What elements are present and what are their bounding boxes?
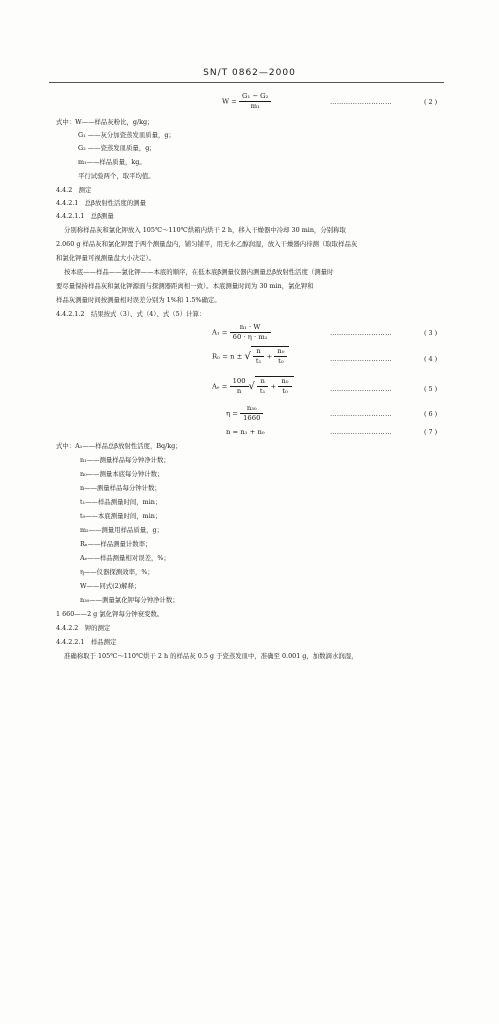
header-rule [49,82,444,83]
section-4-4-2: 4.4.2 测定 [56,186,92,194]
eq4-number: ( 4 ) [424,355,438,363]
eq4-term-bt: t₀ [278,357,284,365]
eq4-leader-dots: ……………………… [330,355,393,363]
eq4-radicand: $\frac{n}{\text{t₁}}$ + $\frac{\text{n₀}}{\text{t₀}}$ [251,346,290,366]
defs3-item: n₁——测量样品每分钟净计数； [80,456,170,464]
eq7-leader-dots: ……………………… [330,428,393,436]
section-4-4-2-1: 4.4.2.1 总β放射性活度的测量 [56,199,146,207]
para1-line: 分别称样品灰和氯化钾放入 105℃～110℃烘箱内烘干 2 h，移入干燥器中冷却 30 min，分别称取 [64,226,346,234]
defs3-item: t₁——样品测量时间，min； [80,498,162,506]
defs2-intro: 式中：W——样品灰粉比，g/kg； [56,118,154,126]
sqrt-symbol: √ [244,351,251,362]
defs3-item: W——同式(2)解释； [80,582,141,590]
page-header: SN/T 0862—2000 [203,68,296,78]
defs3-item: m₂——测量用样品质量，g； [80,526,164,534]
eq5-lead-num: 100 [230,377,249,387]
para2-line: 样品灰测量时间按测量相对误差分别为 1%和 1.5%确定。 [56,296,221,304]
equation-2 [222,92,271,111]
defs3-item: 1 660——2 g 氯化钾每分钟衰变数。 [56,610,164,618]
defs2-item: G₂ ——瓷蒸发皿质量，g； [78,144,156,152]
eq3-number: ( 3 ) [424,329,438,337]
eq6-number: ( 6 ) [424,410,438,418]
eq5-number: ( 5 ) [424,385,438,393]
defs3-item: Aₑ——样品测量相对误差，%； [80,554,170,562]
equation-4 [212,346,289,366]
defs3-item: n——测量样品每分钟计数； [80,484,161,492]
eq2-denominator: m₁ [250,102,260,110]
eq2-leader-dots: ……………………… [330,98,393,106]
section-4-4-2-2: 4.4.2.2 钾的测定 [56,624,111,632]
defs2-item: m₁——样品质量，kg。 [78,158,146,166]
eq5-term-at: t₁ [259,387,266,395]
eq5-lhs: Aₑ = [212,382,230,391]
equation-5 [212,376,294,396]
equation-6 [226,404,263,423]
defs2-item: G₁ ——灰分加瓷蒸发皿质量，g； [78,131,175,139]
section-4-4-2-1-1: 4.4.2.1.1 总β测量 [56,212,114,220]
eq6-denominator: 1660 [243,414,261,422]
eq3-lhs: A₁ = [212,328,230,337]
eq5-lead-den: n [236,387,242,395]
para1-line: 和氯化钾量可视测量盘大小决定）。 [56,254,156,262]
eq2-number: ( 2 ) [424,98,438,106]
eq5-term-a: n [257,377,268,387]
eq5-leader-dots: ……………………… [330,385,393,393]
defs3-item: η——仪器探测效率，%； [80,568,154,576]
eq6-lhs: η = [226,409,241,418]
eq5-term-bt: t₀ [282,387,288,395]
eq4-lhs: Rₙ = n ± [212,352,245,361]
eq3-fraction [230,323,271,342]
eq6-leader-dots: ……………………… [330,410,393,418]
para2-line: 按本底——样品——氯化钾——本底的顺序，在低本底β测量仪器内测量总β放射性活度（测量时 [64,268,334,276]
eq3-numerator: n₁ · W [230,323,271,333]
eq4-term-at: t₁ [255,357,262,365]
equation-3 [212,323,271,342]
defs3-item: n₀——测量本底每分钟计数； [80,470,164,478]
defs3-intro: 式中：A₁——样品总β放射性活度，Bq/kg； [56,442,182,450]
sqrt-symbol: √ [248,381,255,392]
section-4-4-2-2-1: 4.4.2.2.1 样品测定 [56,638,117,646]
defs3-item: t₀——本底测量时间，min； [80,512,162,520]
eq3-leader-dots: ……………………… [330,329,393,337]
eq2-lhs: W = [222,97,240,106]
para1-line: 2.060 g 样品灰和氯化钾置于两个测量盘内，铺匀铺平，用无水乙醇润湿，放入干燥器内待测（取取样品灰 [56,240,358,248]
eq7-number: ( 7 ) [424,428,438,436]
eq6-numerator: n₃₀ [240,404,263,414]
eq2-numerator: G₁ − G₂ [239,92,271,102]
eq5-term-b: n₀ [278,377,291,387]
eq2-fraction [239,92,271,111]
eq5-radicand: $\frac{n}{\text{t₁}}$ + $\frac{\text{n₀}}{\text{t₀}}$ [255,376,294,396]
equation-7: n = n₁ + n₀ [226,428,265,436]
eq3-denominator: 60 · η · m₂ [232,333,268,341]
defs3-item: Rₙ——样品测量计数率； [80,540,152,548]
para2-line: 要尽量保持样品灰和氯化钾源面与探测器距离相一致）。本底测量时间为 30 min，氯化钾和 [56,282,314,290]
eq4-term-b: n₀ [274,347,287,357]
eq4-term-a: n [253,347,264,357]
defs3-item: n₃₀——测量氯化钾每分钟净计数； [80,596,179,604]
defs2-note: 平行试验两个，取平均值。 [78,172,155,180]
section-4-4-2-1-2: 4.4.2.1.2 结果按式（3）、式（4）、式（5）计算： [56,310,206,318]
para3-line: 准确称取于 105℃～110℃烘干 2 h 的样品灰 0.5 g 于瓷蒸发皿中，准确至 0.001 g，加数滴水润湿， [64,652,358,660]
